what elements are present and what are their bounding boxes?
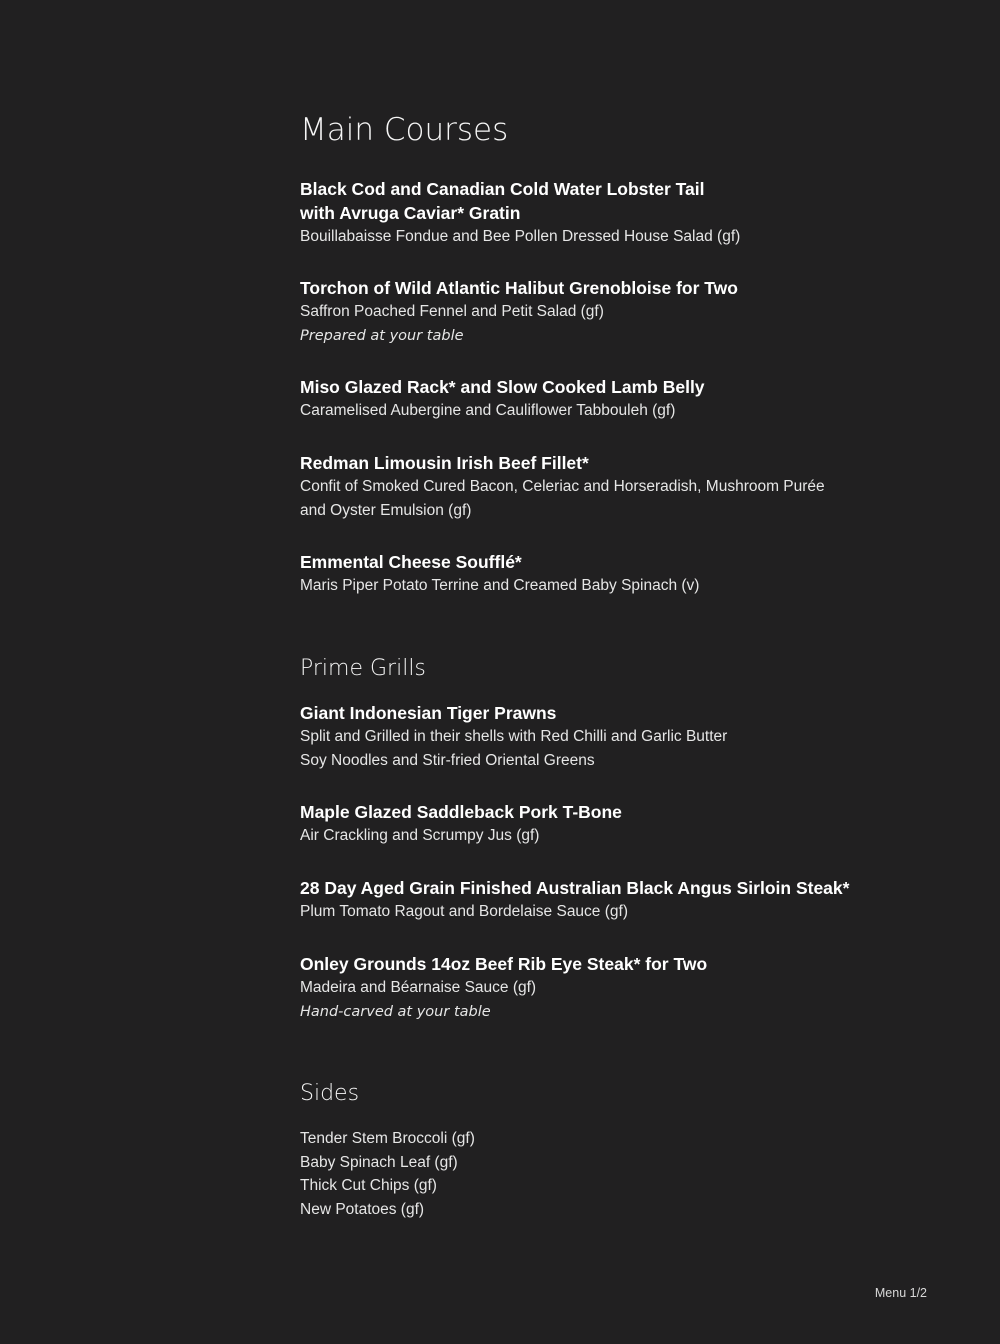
dish-pork-tbone [300,800,920,848]
sides-list [300,1127,475,1221]
dish-description: Air Crackling and Scrumpy Jus (gf) [300,827,540,844]
dish-description: and Oyster Emulsion (gf) [300,501,472,519]
dish-lamb [300,375,920,423]
dish-note: Hand-carved at your table [300,1003,491,1020]
page-number: Menu 1/2 [874,1286,927,1300]
dish-name: 28 Day Aged Grain Finished Australian Black Angus Sirloin Steak* [300,878,850,898]
dish-souffle [300,550,920,598]
section-title-sides: Sides [300,1081,360,1106]
dish-description: Madeira and Béarnaise Sauce (gf) [300,979,537,996]
dish-name: Black Cod and Canadian Cold Water Lobster Tail [300,179,705,199]
dish-name: Torchon of Wild Atlantic Halibut Grenobloise for Two [300,278,738,298]
dish-halibut [300,276,920,348]
dish-name: Redman Limousin Irish Beef Fillet* [300,453,589,473]
dish-prawns [300,701,920,772]
dish-description: Saffron Poached Fennel and Petit Salad (gf) [300,303,604,320]
dish-name: Onley Grounds 14oz Beef Rib Eye Steak* for Two [300,954,708,974]
dish-description: Split and Grilled in their shells with Red Chilli and Garlic Butter [300,728,728,745]
section-title-prime-grills: Prime Grills [300,656,426,681]
section-title-main-courses: Main Courses [300,112,509,148]
dish-description: Maris Piper Potato Terrine and Creamed Baby Spinach (v) [300,577,700,594]
side-item: Thick Cut Chips (gf) [300,1177,437,1194]
side-item: New Potatoes (gf) [300,1200,425,1218]
dish-name: Giant Indonesian Tiger Prawns [300,703,557,723]
dish-description: Bouillabaisse Fondue and Bee Pollen Dressed House Salad (gf) [300,228,741,245]
dish-black-cod [300,177,920,249]
side-item: Baby Spinach Leaf (gf) [300,1153,458,1171]
dish-sirloin [300,876,920,924]
dish-description: Soy Noodles and Stir-fried Oriental Greens [300,751,595,769]
dish-description: Plum Tomato Ragout and Bordelaise Sauce (gf) [300,903,628,920]
side-item: Tender Stem Broccoli (gf) [300,1130,475,1147]
dish-name: Emmental Cheese Soufflé* [300,552,522,572]
dish-description: Confit of Smoked Cured Bacon, Celeriac and Horseradish, Mushroom Purée [300,478,825,495]
dish-rib-eye [300,952,920,1024]
dish-name: with Avruga Caviar* Gratin [300,203,521,223]
dish-beef-fillet [300,451,920,522]
dish-name: Maple Glazed Saddleback Pork T-Bone [300,802,622,822]
dish-name: Miso Glazed Rack* and Slow Cooked Lamb Belly [300,377,705,397]
dish-note: Prepared at your table [300,327,464,344]
dish-description: Caramelised Aubergine and Cauliflower Tabbouleh (gf) [300,402,676,419]
